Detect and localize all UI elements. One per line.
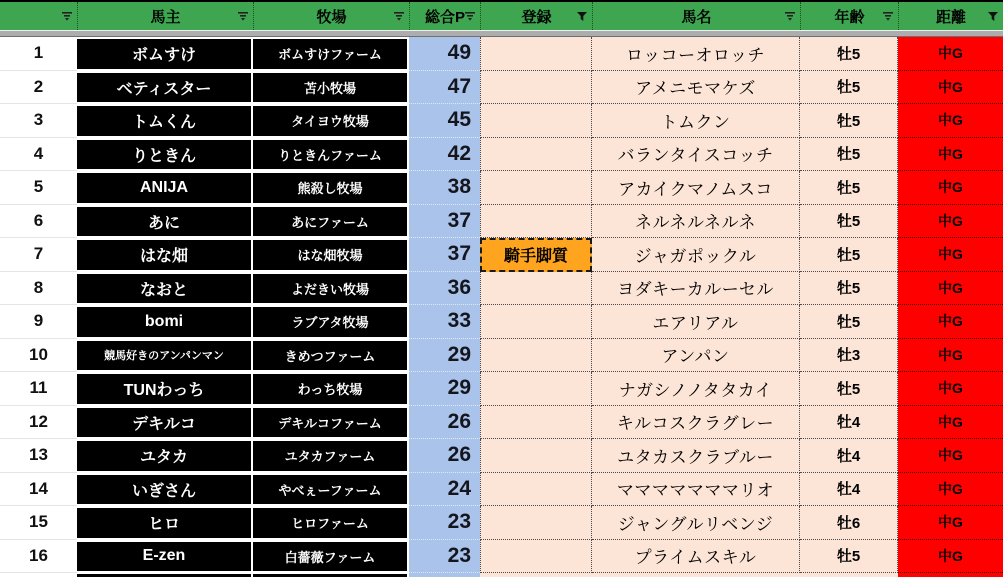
points-value: 45 [447, 108, 471, 132]
farm-name: ユタカファーム [284, 449, 376, 465]
owner-cell[interactable] [77, 240, 251, 270]
distance-cell[interactable] [898, 372, 1003, 406]
filter-funnel-icon[interactable] [986, 10, 999, 22]
distance-cell[interactable] [898, 37, 1003, 71]
farm-cell[interactable] [253, 173, 407, 203]
table-body [0, 37, 1003, 573]
points-value: 24 [447, 476, 471, 500]
points-value: 29 [447, 376, 471, 400]
farm-cell[interactable] [253, 39, 407, 69]
row-number-cell[interactable] [0, 171, 77, 205]
row-number-cell[interactable] [0, 540, 77, 574]
points-cell[interactable] [409, 104, 480, 138]
age-cell[interactable] [800, 506, 898, 540]
horse-name-cell[interactable] [592, 171, 800, 205]
owner-cell[interactable] [77, 274, 251, 304]
farm-name: 白薔薇ファーム [284, 549, 376, 565]
horse-name: アカイクマノムスコ [618, 179, 773, 199]
age-value: 牡6 [836, 514, 861, 532]
points-value: 26 [447, 443, 471, 467]
age-cell[interactable] [800, 406, 898, 440]
farm-cell[interactable] [253, 475, 407, 505]
owner-name: TUNわっち [123, 382, 205, 400]
registration-cell[interactable] [480, 171, 592, 205]
row-number-cell[interactable] [0, 71, 77, 105]
farm-cell[interactable] [253, 441, 407, 471]
horse-name-cell[interactable] [592, 272, 800, 306]
owner-cell[interactable] [77, 341, 251, 371]
distance-cell[interactable] [898, 439, 1003, 473]
owner-name: 競馬好きのアンパンマン [104, 350, 224, 363]
age-value: 牡5 [836, 548, 861, 566]
distance-value: 中G [938, 447, 963, 464]
age-cell[interactable] [800, 439, 898, 473]
owner-cell[interactable] [77, 140, 251, 170]
horse-name: プライムスキル [634, 548, 757, 568]
points-value: 33 [447, 309, 471, 333]
table-row [0, 439, 1003, 473]
row-number-cell[interactable] [0, 439, 77, 473]
owner-cell[interactable] [77, 106, 251, 136]
table-row [0, 104, 1003, 138]
row-number: 5 [33, 177, 44, 197]
points-cell[interactable] [409, 506, 480, 540]
farm-cell[interactable] [253, 307, 407, 337]
farm-cell[interactable] [253, 106, 407, 136]
row-number: 12 [29, 411, 48, 431]
distance-value: 中G [938, 179, 963, 196]
points-cell[interactable] [409, 406, 480, 440]
row-number: 2 [33, 76, 44, 96]
horse-name: キルコスクラグレー [616, 414, 775, 434]
header-owner-label: 馬主 [150, 8, 181, 26]
row-number-cell[interactable] [0, 372, 77, 406]
distance-value: 中G [938, 313, 963, 330]
age-value: 牡5 [836, 112, 861, 130]
age-cell[interactable] [800, 205, 898, 239]
horse-name-cell[interactable] [592, 473, 800, 507]
header-distance-label: 距離 [935, 8, 966, 26]
farm-cell[interactable] [253, 408, 407, 438]
row-number: 4 [33, 143, 44, 163]
header-farm-label: 牧場 [316, 8, 347, 26]
horse-name: エアリアル [652, 313, 739, 333]
farm-cell[interactable] [253, 341, 407, 371]
distance-value: 中G [938, 346, 963, 363]
horse-name-cell[interactable] [592, 372, 800, 406]
table-row [0, 138, 1003, 172]
points-cell[interactable] [409, 540, 480, 574]
header-points[interactable] [409, 2, 480, 30]
row-number-cell[interactable] [0, 272, 77, 306]
row-number: 1 [33, 43, 44, 63]
filter-dropdown-icon[interactable] [881, 10, 894, 22]
age-value: 牡5 [836, 45, 861, 63]
points-value: 38 [447, 175, 471, 199]
registration-cell[interactable] [480, 372, 592, 406]
points-value: 49 [447, 41, 471, 65]
filter-dropdown-icon[interactable] [60, 10, 73, 22]
registration-cell[interactable] [480, 305, 592, 339]
owner-name: E-zen [142, 547, 186, 565]
horse-name: マママママママリオ [616, 481, 775, 501]
horse-name: ヨダキーカルーセル [617, 280, 774, 300]
row-number: 6 [33, 210, 44, 230]
farm-cell[interactable] [253, 240, 407, 270]
owner-name: ヒロ [147, 516, 180, 534]
table-row [0, 238, 1003, 272]
horse-name-cell[interactable] [592, 37, 800, 71]
distance-cell[interactable] [898, 506, 1003, 540]
horse-name: ジャガポックル [634, 246, 757, 266]
row-number: 10 [29, 344, 48, 364]
header-points-label: 総合P [424, 8, 465, 26]
horse-name-cell[interactable] [592, 104, 800, 138]
row-number: 16 [29, 545, 48, 565]
owner-name: あに [147, 214, 180, 232]
age-value: 牡4 [836, 481, 861, 499]
table-row [0, 339, 1003, 373]
age-cell[interactable] [800, 473, 898, 507]
registration-cell[interactable] [480, 439, 592, 473]
header-distance[interactable] [898, 2, 1003, 30]
owner-name: bomi [144, 312, 184, 330]
farm-name: よだきい牧場 [290, 281, 369, 297]
farm-name: ヒロファーム [291, 516, 369, 532]
age-value: 牡5 [836, 380, 861, 398]
row-number-cell[interactable] [0, 473, 77, 507]
owner-name: ANIJA [139, 178, 188, 196]
registration-cell[interactable] [480, 406, 592, 440]
registration-cell[interactable] [480, 506, 592, 540]
row-number-cell[interactable] [0, 205, 77, 239]
row-number-cell[interactable] [0, 406, 77, 440]
points-cell[interactable] [409, 272, 480, 306]
row-number-cell[interactable] [0, 37, 77, 71]
filter-dropdown-icon[interactable] [236, 10, 249, 22]
distance-cell[interactable] [898, 540, 1003, 574]
distance-cell[interactable] [898, 305, 1003, 339]
age-value: 牡5 [836, 246, 861, 264]
age-cell[interactable] [800, 104, 898, 138]
row-number: 7 [33, 244, 44, 264]
points-value: 29 [447, 342, 471, 366]
farm-cell[interactable] [253, 140, 407, 170]
distance-value: 中G [938, 547, 963, 564]
header-horse-name[interactable] [592, 2, 800, 30]
age-cell[interactable] [800, 540, 898, 574]
points-cell[interactable] [409, 372, 480, 406]
distance-value: 中G [938, 413, 963, 430]
filter-dropdown-icon[interactable] [783, 10, 796, 22]
owner-name: りときん [131, 147, 196, 165]
horse-name: アンパン [661, 347, 730, 367]
distance-value: 中G [938, 380, 963, 397]
owner-cell[interactable] [77, 408, 251, 438]
table-row [0, 506, 1003, 540]
distance-cell[interactable] [898, 406, 1003, 440]
owner-name: いぎさん [131, 482, 196, 500]
owner-cell[interactable] [77, 207, 251, 237]
farm-name: やべぇーファーム [278, 482, 382, 498]
farm-cell[interactable] [253, 508, 407, 538]
header-registration[interactable] [480, 2, 592, 30]
points-cell[interactable] [409, 439, 480, 473]
registration-value: 騎手脚質 [503, 248, 568, 266]
distance-cell[interactable] [898, 71, 1003, 105]
header-horse-name-label: 馬名 [681, 8, 712, 26]
distance-value: 中G [938, 45, 963, 62]
distance-cell[interactable] [898, 339, 1003, 373]
horse-name: トムクン [660, 112, 731, 132]
farm-name: あにファーム [291, 214, 369, 230]
distance-cell[interactable] [898, 138, 1003, 172]
farm-cell[interactable] [253, 374, 407, 404]
table-row [0, 473, 1003, 507]
age-value: 牡5 [836, 213, 861, 231]
age-cell[interactable] [800, 171, 898, 205]
row-number-cell[interactable] [0, 339, 77, 373]
partial-distance [898, 573, 1003, 577]
horse-name: ナガシノノタタカイ [618, 380, 773, 400]
distance-value: 中G [938, 145, 963, 162]
owner-cell[interactable] [77, 307, 251, 337]
farm-name: きめつファーム [284, 348, 376, 364]
owner-name: ユタカ [139, 449, 188, 467]
age-cell[interactable] [800, 138, 898, 172]
partial-age [800, 573, 898, 577]
partial-rownum [0, 573, 77, 577]
owner-cell[interactable] [77, 39, 251, 69]
horse-name: ジャングルリベンジ [617, 514, 774, 534]
age-value: 牡3 [836, 347, 861, 365]
distance-cell[interactable] [898, 104, 1003, 138]
partial-horse [592, 573, 800, 577]
points-cell[interactable] [409, 339, 480, 373]
header-age[interactable] [800, 2, 898, 30]
age-value: 牡5 [836, 146, 861, 164]
farm-name: ラブアタ牧場 [291, 315, 369, 331]
horse-name: ロッコーオロッチ [626, 45, 765, 65]
registration-cell[interactable] [480, 540, 592, 574]
table-row [0, 272, 1003, 306]
age-value: 牡4 [836, 414, 861, 432]
age-value: 牡5 [836, 179, 861, 197]
header-farm[interactable] [253, 2, 409, 30]
distance-value: 中G [938, 514, 963, 531]
owner-name: トムくん [131, 114, 196, 132]
header-registration-label: 登録 [521, 8, 552, 26]
farm-name: 苫小牧場 [303, 80, 356, 96]
row-number: 13 [29, 445, 48, 465]
header-row [0, 2, 1003, 30]
row-number: 11 [29, 378, 48, 398]
farm-cell[interactable] [253, 274, 407, 304]
farm-cell[interactable] [253, 73, 407, 103]
row-number-cell[interactable] [0, 104, 77, 138]
table-row [0, 205, 1003, 239]
points-cell[interactable] [409, 238, 480, 272]
owner-name: ボムすけ [131, 47, 196, 65]
farm-name: 熊殺し牧場 [297, 181, 363, 197]
points-value: 23 [447, 510, 471, 534]
registration-cell[interactable] [480, 339, 592, 373]
distance-value: 中G [938, 279, 963, 296]
registration-cell[interactable] [480, 238, 592, 272]
farm-name: ボムすけファーム [278, 47, 382, 63]
farm-name: タイヨウ牧場 [291, 114, 369, 130]
registration-cell[interactable] [480, 272, 592, 306]
horse-name-cell[interactable] [592, 205, 800, 239]
age-cell[interactable] [800, 305, 898, 339]
distance-cell[interactable] [898, 238, 1003, 272]
age-cell[interactable] [800, 272, 898, 306]
row-number-cell[interactable] [0, 506, 77, 540]
filter-dropdown-icon[interactable] [463, 10, 476, 22]
farm-name: デキルコファーム [278, 415, 382, 431]
horse-name-cell[interactable] [592, 238, 800, 272]
owner-cell[interactable] [77, 542, 251, 572]
owner-name: なおと [139, 281, 188, 299]
horse-name-cell[interactable] [592, 71, 800, 105]
owner-cell[interactable] [77, 173, 251, 203]
table-row [0, 171, 1003, 205]
farm-name: りときんファーム [278, 147, 382, 163]
points-value: 42 [447, 141, 471, 165]
table-row [0, 305, 1003, 339]
points-value: 37 [447, 242, 471, 266]
farm-cell[interactable] [253, 207, 407, 237]
age-cell[interactable] [800, 37, 898, 71]
horse-name-cell[interactable] [592, 406, 800, 440]
row-number: 9 [33, 311, 44, 331]
owner-cell[interactable] [77, 73, 251, 103]
horse-name: アメニモマケズ [635, 79, 756, 99]
row-number: 3 [33, 110, 44, 130]
partial-next-row [0, 573, 1003, 577]
farm-name: はな畑牧場 [297, 248, 363, 264]
owner-cell[interactable] [77, 374, 251, 404]
points-cell[interactable] [409, 305, 480, 339]
horse-name-cell[interactable] [592, 138, 800, 172]
registration-cell[interactable] [480, 138, 592, 172]
horse-name-cell[interactable] [592, 339, 800, 373]
distance-cell[interactable] [898, 205, 1003, 239]
row-number-cell[interactable] [0, 238, 77, 272]
distance-value: 中G [938, 212, 963, 229]
partial-points [409, 573, 480, 577]
owner-name: はな畑 [139, 248, 188, 266]
horse-name: バランタイスコッチ [617, 146, 774, 166]
table-row [0, 540, 1003, 574]
row-number: 15 [29, 512, 48, 532]
points-cell[interactable] [409, 37, 480, 71]
points-cell[interactable] [409, 171, 480, 205]
registration-cell[interactable] [480, 37, 592, 71]
header-rownum[interactable] [0, 2, 77, 30]
owner-cell[interactable] [77, 441, 251, 471]
header-owner[interactable] [77, 2, 253, 30]
distance-cell[interactable] [898, 473, 1003, 507]
age-value: 牡4 [836, 447, 861, 465]
points-cell[interactable] [409, 205, 480, 239]
points-cell[interactable] [409, 473, 480, 507]
distance-value: 中G [938, 112, 963, 129]
age-cell[interactable] [800, 238, 898, 272]
distance-value: 中G [938, 246, 963, 263]
points-cell[interactable] [409, 71, 480, 105]
distance-value: 中G [938, 78, 963, 95]
owner-cell[interactable] [77, 508, 251, 538]
points-value: 23 [447, 543, 471, 567]
age-cell[interactable] [800, 339, 898, 373]
horse-name: ユタカスクラブルー [617, 447, 774, 467]
table-row [0, 37, 1003, 71]
age-value: 牡5 [836, 313, 861, 331]
age-cell[interactable] [800, 71, 898, 105]
registration-cell[interactable] [480, 71, 592, 105]
farm-name: わっち牧場 [297, 382, 363, 398]
farm-cell[interactable] [253, 542, 407, 572]
horse-name-cell[interactable] [592, 439, 800, 473]
filter-dropdown-icon[interactable] [392, 10, 405, 22]
registration-cell[interactable] [480, 205, 592, 239]
owner-name: ベティスター [116, 80, 212, 98]
registration-cell[interactable] [480, 473, 592, 507]
row-number-cell[interactable] [0, 305, 77, 339]
age-cell[interactable] [800, 372, 898, 406]
header-age-label: 年齢 [834, 8, 865, 26]
points-value: 47 [447, 74, 471, 98]
horse-name-cell[interactable] [592, 305, 800, 339]
table-row [0, 71, 1003, 105]
partial-registration [480, 573, 592, 577]
points-cell[interactable] [409, 138, 480, 172]
filter-funnel-icon[interactable] [575, 10, 588, 22]
age-value: 牡5 [836, 280, 861, 298]
horse-name-cell[interactable] [592, 540, 800, 574]
table-row [0, 406, 1003, 440]
table-row [0, 372, 1003, 406]
row-number: 8 [33, 277, 44, 297]
distance-value: 中G [938, 480, 963, 497]
points-value: 36 [447, 275, 471, 299]
points-value: 37 [447, 208, 471, 232]
distance-cell[interactable] [898, 171, 1003, 205]
owner-cell[interactable] [77, 475, 251, 505]
horse-name-cell[interactable] [592, 506, 800, 540]
horse-name: ネルネルネルネ [635, 213, 756, 233]
registration-cell[interactable] [480, 104, 592, 138]
age-value: 牡5 [836, 79, 861, 97]
row-number: 14 [29, 478, 48, 498]
distance-cell[interactable] [898, 272, 1003, 306]
points-value: 26 [447, 409, 471, 433]
owner-name: デキルコ [132, 415, 196, 433]
row-number-cell[interactable] [0, 138, 77, 172]
